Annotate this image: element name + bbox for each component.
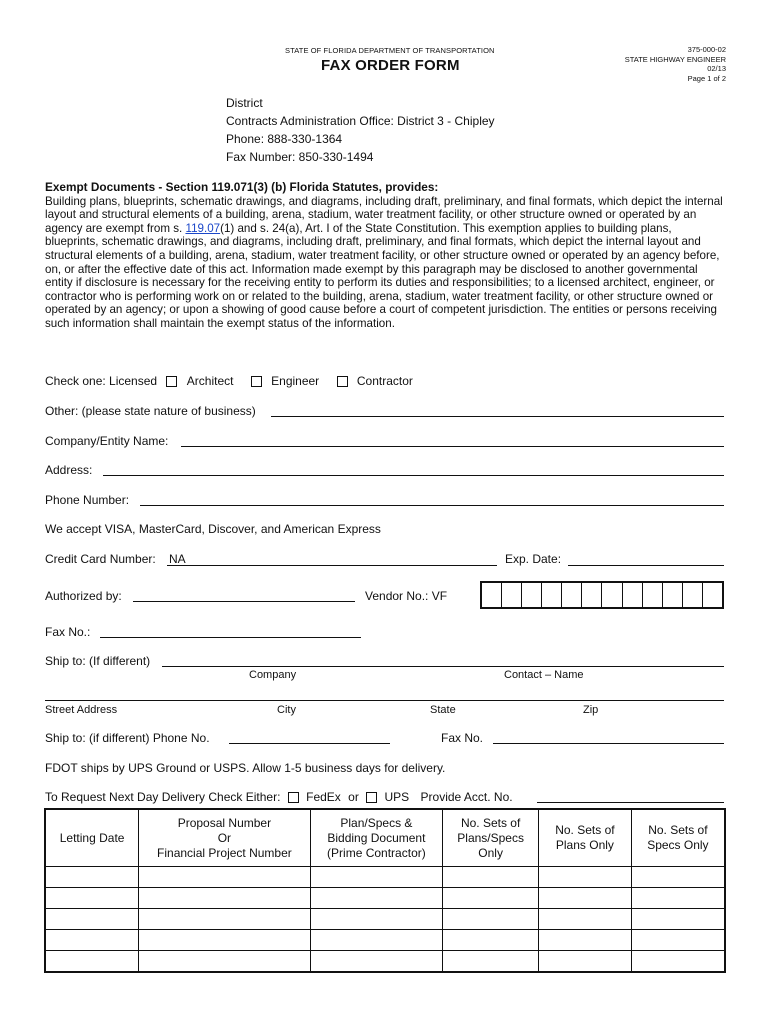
- district-fax: Fax Number: 850-330-1494: [226, 150, 374, 164]
- zip-sublabel: Zip: [583, 704, 599, 716]
- next-day-row: [45, 790, 513, 804]
- ship-to-company-input[interactable]: [162, 666, 724, 667]
- or-label: or: [348, 790, 359, 804]
- district-block: [226, 94, 495, 166]
- table-cell[interactable]: [631, 909, 725, 930]
- col-letting-date: Letting Date: [45, 809, 139, 867]
- table-cell[interactable]: [443, 951, 539, 973]
- table-cell[interactable]: [310, 930, 443, 951]
- address-input[interactable]: [103, 475, 724, 476]
- department-name: STATE OF FLORIDA DEPARTMENT OF TRANSPORTATION: [285, 46, 495, 55]
- authorized-by-input[interactable]: [133, 601, 355, 602]
- table-cell[interactable]: [310, 909, 443, 930]
- engineer-checkbox[interactable]: [251, 376, 262, 387]
- table-cell[interactable]: [539, 930, 632, 951]
- vendor-digit-box[interactable]: [703, 583, 722, 607]
- page-number: Page 1 of 2: [687, 73, 726, 83]
- company-sublabel: Company: [249, 669, 297, 681]
- district-office: Contracts Administration Office: District 3 - Chipley: [226, 114, 495, 128]
- table-row: [45, 951, 725, 973]
- table-cell[interactable]: [45, 909, 139, 930]
- table-cell[interactable]: [45, 888, 139, 909]
- exp-date-input[interactable]: [568, 565, 724, 566]
- col-plan-specs-bidding: Plan/Specs & Bidding Document (Prime Contractor): [310, 809, 443, 867]
- table-cell[interactable]: [631, 888, 725, 909]
- table-cell[interactable]: [139, 909, 310, 930]
- vendor-digit-box[interactable]: [643, 583, 663, 607]
- credit-card-value: NA: [169, 552, 186, 566]
- fax-no-label: Fax No.:: [45, 625, 91, 639]
- company-label: Company/Entity Name:: [45, 434, 169, 448]
- exempt-notice: [45, 181, 727, 331]
- table-cell[interactable]: [443, 888, 539, 909]
- form-number: 375-000-02: [687, 45, 726, 54]
- ship-fax-input[interactable]: [493, 743, 724, 744]
- authorized-by-label: Authorized by:: [45, 589, 122, 603]
- exempt-heading: Exempt Documents - Section 119.071(3) (b) Florida Statutes, provides:: [45, 180, 439, 194]
- table-cell[interactable]: [139, 951, 310, 973]
- ship-to-label: Ship to: (If different): [45, 654, 151, 668]
- contractor-checkbox[interactable]: [337, 376, 348, 387]
- table-cell[interactable]: [539, 867, 632, 888]
- district-label: District: [226, 96, 263, 110]
- phone-label: Phone Number:: [45, 493, 130, 507]
- table-cell[interactable]: [45, 951, 139, 973]
- state-sublabel: State: [430, 704, 456, 716]
- check-one-label: Check one: Licensed: [45, 374, 158, 388]
- credit-card-label: Credit Card Number:: [45, 552, 156, 566]
- contractor-label: Contractor: [356, 374, 413, 388]
- table-cell[interactable]: [631, 930, 725, 951]
- table-cell[interactable]: [45, 867, 139, 888]
- table-cell[interactable]: [310, 951, 443, 973]
- ship-fax-label: Fax No.: [441, 731, 484, 745]
- table-cell[interactable]: [310, 867, 443, 888]
- col-proposal-number: Proposal Number Or Financial Project Number: [139, 809, 310, 867]
- statute-link[interactable]: 119.07: [185, 221, 221, 235]
- ups-label: UPS: [384, 790, 410, 804]
- table-cell[interactable]: [443, 867, 539, 888]
- table-cell[interactable]: [310, 888, 443, 909]
- table-cell[interactable]: [139, 867, 310, 888]
- table-row: [45, 909, 725, 930]
- phone-input[interactable]: [140, 505, 724, 506]
- ship-to-address-input[interactable]: [45, 700, 724, 701]
- order-table: [44, 808, 726, 973]
- table-cell[interactable]: [631, 867, 725, 888]
- table-cell[interactable]: [139, 888, 310, 909]
- office-name: STATE HIGHWAY ENGINEER: [624, 54, 726, 64]
- check-one-row: [45, 374, 413, 388]
- table-header-row: [45, 809, 725, 867]
- account-number-input[interactable]: [537, 802, 724, 803]
- shipping-note: FDOT ships by UPS Ground or USPS. Allow 1-5 business days for delivery.: [45, 761, 446, 775]
- col-sets-plans: No. Sets of Plans Only: [539, 809, 632, 867]
- vendor-digit-box[interactable]: [582, 583, 602, 607]
- table-cell[interactable]: [539, 888, 632, 909]
- date-code: 02/13: [707, 64, 726, 73]
- exempt-text-1: Building plans, blueprints, schematic drawings, and diagrams, including draft, preliminary, and final formats, which depict the internal layout and structural elements of a building, arena, stadium, water treatment facility, or other structure owned or operated by an agency are exempt from s.: [45, 194, 723, 235]
- fax-no-input[interactable]: [100, 637, 361, 638]
- address-label: Address:: [45, 463, 93, 477]
- vendor-no-boxes[interactable]: [480, 581, 724, 609]
- table-cell[interactable]: [45, 930, 139, 951]
- district-phone: Phone: 888-330-1364: [226, 132, 343, 146]
- col-sets-plans-specs: No. Sets of Plans/Specs Only: [443, 809, 539, 867]
- table-row: [45, 867, 725, 888]
- city-sublabel: City: [277, 704, 296, 716]
- provide-acct-label: Provide Acct. No.: [420, 790, 513, 804]
- exempt-text-2: (1) and s. 24(a), Art. I of the State Constitution. This exemption applies to building plans, blueprints, schematic drawings, and diagrams, including draft, preliminary, and final formats, which depict the internal layout and structural elements of a building, arena, stadium, water treatment facility, or other structure owned or operated by an agency before, on, or after the effective date of this act. Information made exempt by this paragraph may be disclosed to another governmental entity if disclosure is necessary for the receiving entity to perform its duties and responsibilities; to a licensed architect, engineer, or contractor who is performing work on or related to the building, arena, stadium, water treatment facility, or other structure owned or operated by an agency; or upon a showing of good cause before a court of competent jurisdiction. The entities or persons receiving such information shall maintain the exempt status of the information.: [45, 221, 720, 330]
- vendor-digit-box[interactable]: [663, 583, 683, 607]
- vendor-digit-box[interactable]: [683, 583, 703, 607]
- other-label: Other: (please state nature of business): [45, 404, 256, 418]
- fedex-label: FedEx: [306, 790, 341, 804]
- credit-card-input[interactable]: [167, 565, 497, 566]
- ship-phone-input[interactable]: [229, 743, 390, 744]
- table-cell[interactable]: [539, 909, 632, 930]
- ups-checkbox[interactable]: [366, 792, 377, 803]
- other-input[interactable]: [271, 416, 724, 417]
- next-day-label: To Request Next Day Delivery Check Either:: [45, 790, 281, 804]
- vendor-digit-box[interactable]: [542, 583, 562, 607]
- company-input[interactable]: [181, 446, 724, 447]
- fedex-checkbox[interactable]: [288, 792, 299, 803]
- table-row: [45, 888, 725, 909]
- ship-phone-label: Ship to: (if different) Phone No.: [45, 731, 210, 745]
- exp-date-label: Exp. Date:: [505, 552, 562, 566]
- col-sets-specs: No. Sets of Specs Only: [631, 809, 725, 867]
- contact-name-sublabel: Contact – Name: [504, 669, 584, 681]
- vendor-digit-box[interactable]: [623, 583, 643, 607]
- vendor-digit-box[interactable]: [562, 583, 582, 607]
- table-cell[interactable]: [443, 930, 539, 951]
- table-row: [45, 930, 725, 951]
- vendor-digit-box[interactable]: [482, 583, 502, 607]
- vendor-digit-box[interactable]: [602, 583, 622, 607]
- table-cell[interactable]: [443, 909, 539, 930]
- table-cell[interactable]: [139, 930, 310, 951]
- form-meta: [526, 45, 726, 83]
- vendor-no-label: Vendor No.: VF: [365, 589, 448, 603]
- engineer-label: Engineer: [271, 374, 320, 388]
- form-title: FAX ORDER FORM: [321, 57, 460, 74]
- table-cell[interactable]: [631, 951, 725, 973]
- table-cell[interactable]: [539, 951, 632, 973]
- architect-label: Architect: [186, 374, 234, 388]
- architect-checkbox[interactable]: [166, 376, 177, 387]
- street-address-sublabel: Street Address: [45, 704, 118, 716]
- vendor-digit-box[interactable]: [522, 583, 542, 607]
- accepted-cards-text: We accept VISA, MasterCard, Discover, and American Express: [45, 522, 381, 536]
- vendor-digit-box[interactable]: [502, 583, 522, 607]
